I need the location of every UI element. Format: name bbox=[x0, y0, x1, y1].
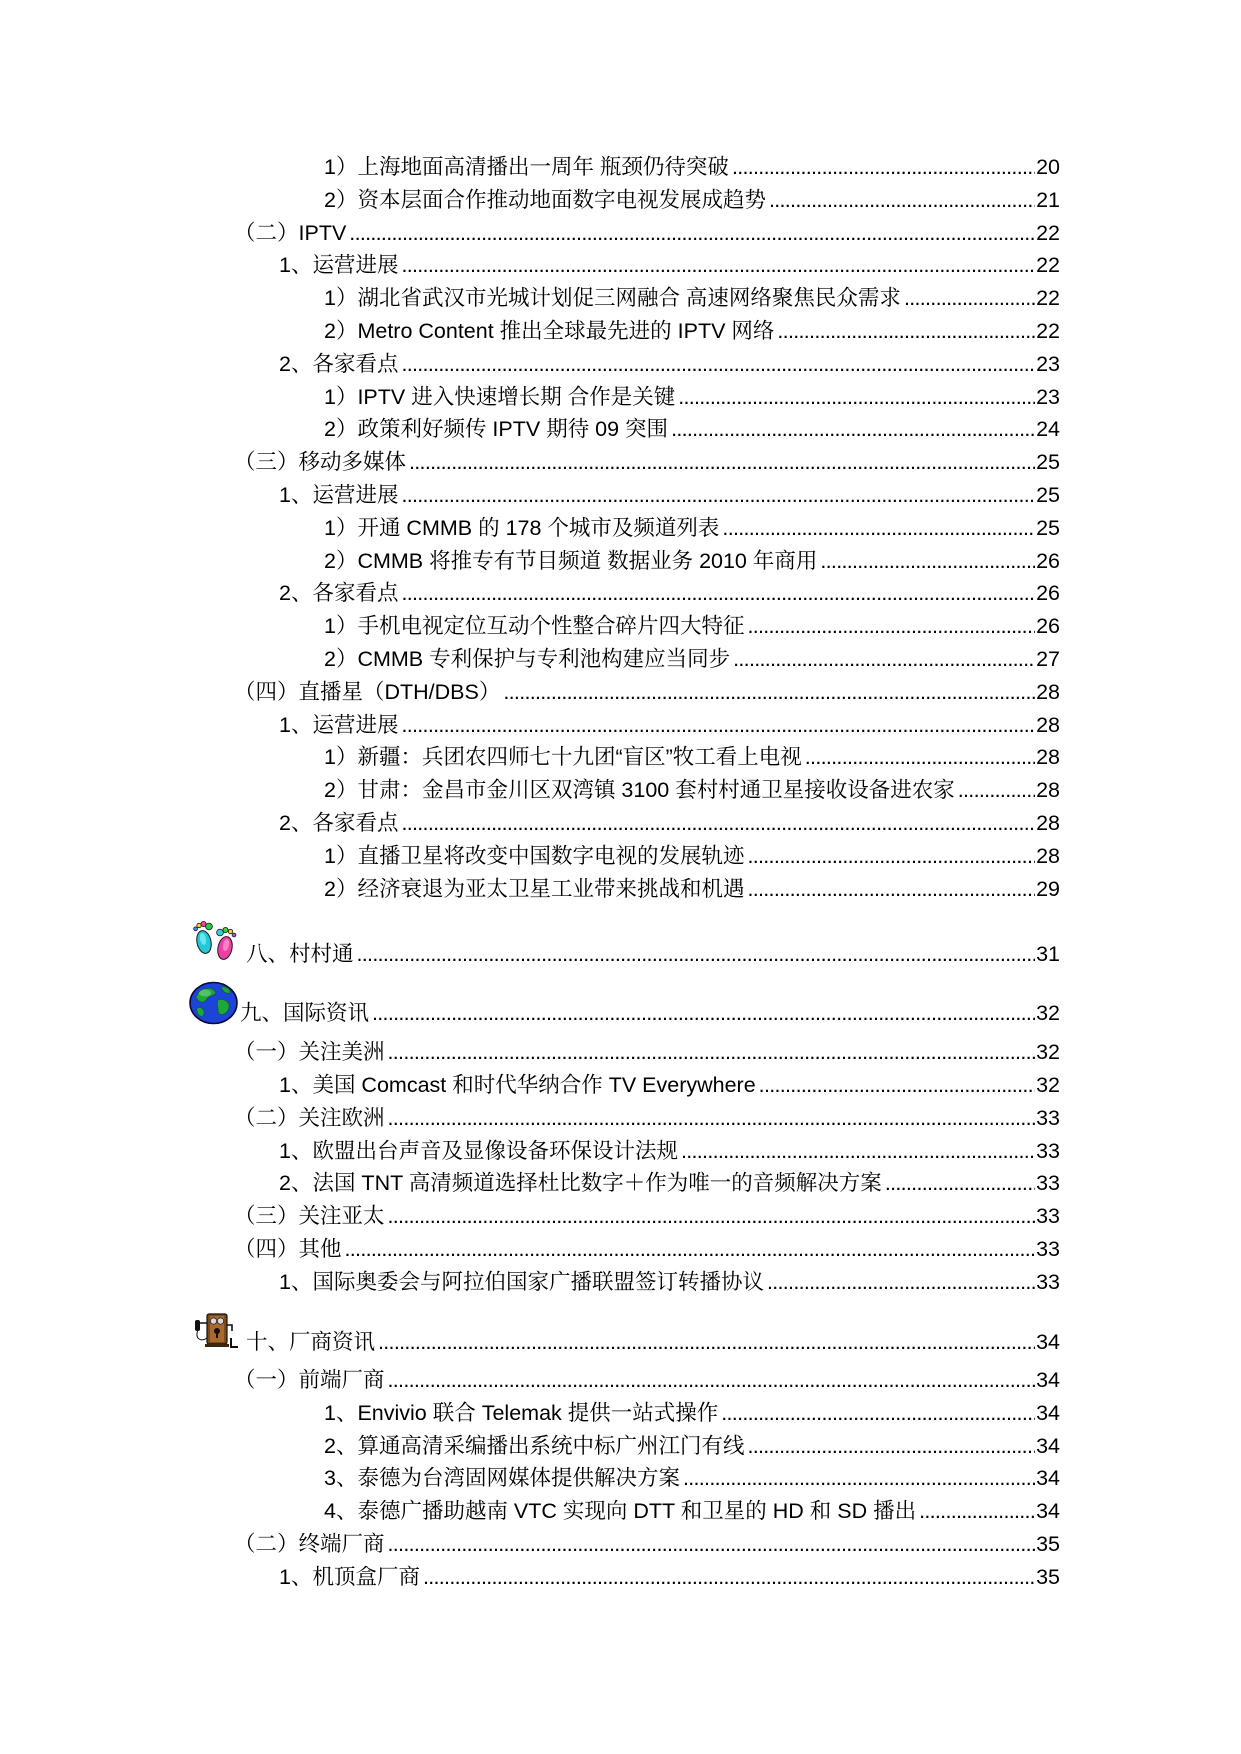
toc-entry-title: （四）直播星（DTH/DBS） bbox=[234, 679, 501, 704]
toc-entry-page: 33 bbox=[1036, 1269, 1060, 1294]
toc-section[interactable] bbox=[0, 676, 1060, 709]
dot-leader bbox=[357, 938, 1036, 971]
toc-section[interactable] bbox=[0, 1233, 1060, 1266]
toc-entry-title: 1、运营进展 bbox=[279, 482, 399, 507]
toc-entry-title: 1、美国 Comcast 和时代华纳合作 TV Everywhere bbox=[279, 1073, 756, 1097]
toc-entry-page: 35 bbox=[1036, 1564, 1060, 1589]
toc-entry-page: 33 bbox=[1036, 1204, 1060, 1229]
toc-entry-title: （三）移动多媒体 bbox=[234, 450, 407, 475]
toc-chapter[interactable] bbox=[0, 1326, 1060, 1359]
dot-leader bbox=[678, 381, 1035, 414]
toc-item[interactable] bbox=[0, 741, 1060, 774]
toc-item[interactable] bbox=[0, 1462, 1060, 1495]
toc-section[interactable] bbox=[0, 1102, 1060, 1135]
toc-section[interactable] bbox=[0, 1036, 1060, 1069]
toc-entry-page: 20 bbox=[1036, 155, 1060, 179]
toc-subsection[interactable] bbox=[0, 249, 1060, 282]
toc-entry-title: 1、Envivio 联合 Telemak 提供一站式操作 bbox=[324, 1400, 719, 1425]
dot-leader bbox=[721, 1397, 1035, 1430]
dot-leader bbox=[349, 217, 1035, 250]
toc-chapter[interactable] bbox=[0, 938, 1060, 971]
toc-entry-page: 28 bbox=[1036, 810, 1060, 835]
toc-entry-page: 25 bbox=[1036, 482, 1060, 507]
dot-leader bbox=[388, 1528, 1036, 1561]
dot-leader bbox=[401, 249, 1035, 282]
toc-subsection[interactable] bbox=[0, 1167, 1060, 1200]
dot-leader bbox=[747, 840, 1035, 873]
toc-item[interactable] bbox=[0, 840, 1060, 873]
toc-entry-title: （一）关注美洲 bbox=[234, 1040, 385, 1065]
globe-icon bbox=[188, 981, 239, 1025]
toc-entry-page: 32 bbox=[1036, 1073, 1060, 1097]
dot-leader bbox=[345, 1233, 1036, 1266]
toc-entry-title: 1、运营进展 bbox=[279, 712, 399, 737]
toc-entry-page: 22 bbox=[1036, 220, 1060, 245]
toc-entry-page: 34 bbox=[1036, 1466, 1060, 1491]
toc-entry-title: 九、国际资讯 bbox=[240, 1000, 370, 1025]
dot-leader bbox=[409, 446, 1035, 479]
toc-entry-title: 3、泰德为台湾固网媒体提供解决方案 bbox=[324, 1466, 680, 1491]
telephone-icon bbox=[190, 1311, 240, 1352]
toc-entry-title: 2、算通高清采编播出系统中标广州江门有线 bbox=[324, 1433, 745, 1458]
toc-item[interactable] bbox=[0, 381, 1060, 414]
toc-subsection[interactable] bbox=[0, 1069, 1060, 1102]
toc-entry-title: 1）湖北省武汉市光城计划促三网融合 高速网络聚焦民众需求 bbox=[324, 286, 901, 311]
toc-entry-page: 26 bbox=[1036, 614, 1060, 639]
toc-item[interactable] bbox=[0, 413, 1060, 446]
toc-entry-title: （二）关注欧洲 bbox=[234, 1105, 385, 1130]
toc-section[interactable] bbox=[0, 1528, 1060, 1561]
toc-entry-title: 1）上海地面高清播出一周年 瓶颈仍待突破 bbox=[324, 155, 729, 179]
toc-entry-page: 33 bbox=[1036, 1138, 1060, 1163]
toc-item[interactable] bbox=[0, 282, 1060, 315]
dot-leader bbox=[683, 1462, 1035, 1495]
toc-entry-page: 34 bbox=[1036, 1329, 1060, 1354]
dot-leader bbox=[805, 741, 1035, 774]
toc-entry-page: 24 bbox=[1036, 417, 1060, 442]
dot-leader bbox=[372, 997, 1035, 1030]
toc-entry-title: 1、运营进展 bbox=[279, 253, 399, 278]
toc-entry-title: 2）资本层面合作推动地面数字电视发展成趋势 bbox=[324, 187, 766, 212]
dot-leader bbox=[747, 610, 1035, 643]
toc-entry-title: 2、各家看点 bbox=[279, 810, 399, 835]
toc-entry-page: 34 bbox=[1036, 1400, 1060, 1425]
toc-entry-title: 2）Metro Content 推出全球最先进的 IPTV 网络 bbox=[324, 318, 775, 343]
dot-leader bbox=[904, 282, 1035, 315]
toc-subsection[interactable] bbox=[0, 348, 1060, 381]
toc-item[interactable] bbox=[0, 184, 1060, 217]
dot-leader bbox=[885, 1167, 1035, 1200]
toc-entry-title: 2）CMMB 将推专有节目频道 数据业务 2010 年商用 bbox=[324, 548, 818, 573]
footprints-icon bbox=[190, 915, 240, 962]
toc-entry-page: 22 bbox=[1036, 318, 1060, 343]
dot-leader bbox=[733, 643, 1035, 676]
toc-item[interactable] bbox=[0, 1430, 1060, 1463]
toc-entry-title: 1）直播卫星将改变中国数字电视的发展轨迹 bbox=[324, 843, 745, 868]
toc-entry-title: 2）CMMB 专利保护与专利池构建应当同步 bbox=[324, 646, 731, 671]
dot-leader bbox=[401, 479, 1035, 512]
toc-subsection[interactable] bbox=[0, 807, 1060, 840]
toc-entry-title: 1、机顶盒厂商 bbox=[279, 1564, 420, 1589]
dot-leader bbox=[401, 709, 1035, 742]
dot-leader bbox=[388, 1102, 1036, 1135]
dot-leader bbox=[388, 1364, 1036, 1397]
dot-leader bbox=[747, 873, 1035, 906]
dot-leader bbox=[747, 1430, 1035, 1463]
toc-entry-page: 23 bbox=[1036, 384, 1060, 409]
dot-leader bbox=[388, 1200, 1036, 1233]
toc-entry-title: 2）甘肃：金昌市金川区双湾镇 3100 套村村通卫星接收设备进农家 bbox=[324, 778, 955, 803]
toc-item[interactable] bbox=[0, 1397, 1060, 1430]
toc-entry-title: 2）政策利好频传 IPTV 期待 09 突围 bbox=[324, 417, 669, 442]
toc-entry-title: 2、各家看点 bbox=[279, 351, 399, 376]
dot-leader bbox=[958, 774, 1035, 807]
dot-leader bbox=[401, 577, 1035, 610]
toc-entry-title: 1）手机电视定位互动个性整合碎片四大特征 bbox=[324, 614, 745, 639]
toc-entry-title: 1）IPTV 进入快速增长期 合作是关键 bbox=[324, 384, 676, 409]
dot-leader bbox=[722, 512, 1035, 545]
toc-entry-title: 1、国际奥委会与阿拉伯国家广播联盟签订转播协议 bbox=[279, 1269, 764, 1294]
dot-leader bbox=[401, 807, 1035, 840]
toc-item[interactable] bbox=[0, 610, 1060, 643]
toc-entry-page: 32 bbox=[1036, 1040, 1060, 1065]
toc-entry-page: 33 bbox=[1036, 1105, 1060, 1130]
toc-chapter[interactable] bbox=[0, 997, 1060, 1030]
table-of-contents bbox=[0, 151, 1060, 1594]
toc-entry-page: 28 bbox=[1036, 679, 1060, 704]
toc-item[interactable] bbox=[0, 643, 1060, 676]
toc-subsection[interactable] bbox=[0, 1561, 1060, 1594]
toc-entry-page: 26 bbox=[1036, 581, 1060, 606]
toc-entry-page: 23 bbox=[1036, 351, 1060, 376]
toc-subsection[interactable] bbox=[0, 577, 1060, 610]
toc-subsection[interactable] bbox=[0, 709, 1060, 742]
dot-leader bbox=[401, 348, 1035, 381]
toc-entry-page: 25 bbox=[1036, 450, 1060, 475]
toc-entry-page: 31 bbox=[1036, 941, 1060, 966]
toc-entry-title: （二）终端厂商 bbox=[234, 1531, 385, 1556]
toc-entry-page: 28 bbox=[1036, 778, 1060, 803]
dot-leader bbox=[820, 545, 1035, 578]
toc-entry-title: 2、各家看点 bbox=[279, 581, 399, 606]
dot-leader bbox=[769, 184, 1035, 217]
toc-entry-page: 33 bbox=[1036, 1171, 1060, 1196]
dot-leader bbox=[378, 1326, 1035, 1359]
toc-section[interactable] bbox=[0, 446, 1060, 479]
toc-entry-page: 29 bbox=[1036, 876, 1060, 901]
toc-entry-page: 22 bbox=[1036, 286, 1060, 311]
toc-item[interactable] bbox=[0, 774, 1060, 807]
toc-entry-title: （二）IPTV bbox=[234, 220, 347, 245]
toc-item[interactable] bbox=[0, 151, 1060, 184]
toc-entry-title: （三）关注亚太 bbox=[234, 1204, 385, 1229]
toc-entry-title: 十、厂商资讯 bbox=[246, 1329, 376, 1354]
toc-entry-title: （一）前端厂商 bbox=[234, 1367, 385, 1392]
toc-entry-title: 八、村村通 bbox=[246, 941, 354, 966]
toc-entry-title: 4、泰德广播助越南 VTC 实现向 DTT 和卫星的 HD 和 SD 播出 bbox=[324, 1499, 917, 1524]
dot-leader bbox=[777, 315, 1035, 348]
toc-entry-page: 34 bbox=[1036, 1499, 1060, 1524]
toc-entry-title: 1、欧盟出台声音及显像设备环保设计法规 bbox=[279, 1138, 678, 1163]
dot-leader bbox=[759, 1069, 1035, 1102]
toc-entry-title: 2、法国 TNT 高清频道选择杜比数字＋作为唯一的音频解决方案 bbox=[279, 1171, 882, 1196]
toc-entry-page: 32 bbox=[1036, 1000, 1060, 1025]
dot-leader bbox=[732, 151, 1035, 184]
toc-entry-page: 34 bbox=[1036, 1433, 1060, 1458]
toc-entry-page: 28 bbox=[1036, 745, 1060, 770]
toc-entry-title: 2）经济衰退为亚太卫星工业带来挑战和机遇 bbox=[324, 876, 745, 901]
toc-item[interactable] bbox=[0, 545, 1060, 578]
toc-item[interactable] bbox=[0, 315, 1060, 348]
toc-entry-page: 26 bbox=[1036, 548, 1060, 573]
toc-subsection[interactable] bbox=[0, 1266, 1060, 1299]
toc-entry-page: 34 bbox=[1036, 1367, 1060, 1392]
dot-leader bbox=[919, 1495, 1035, 1528]
toc-section[interactable] bbox=[0, 217, 1060, 250]
dot-leader bbox=[388, 1036, 1036, 1069]
toc-entry-page: 22 bbox=[1036, 253, 1060, 278]
dot-leader bbox=[671, 413, 1035, 446]
toc-subsection[interactable] bbox=[0, 1135, 1060, 1168]
toc-entry-page: 35 bbox=[1036, 1531, 1060, 1556]
toc-section[interactable] bbox=[0, 1364, 1060, 1397]
dot-leader bbox=[767, 1266, 1035, 1299]
toc-entry-page: 25 bbox=[1036, 515, 1060, 540]
dot-leader bbox=[681, 1135, 1035, 1168]
toc-entry-page: 21 bbox=[1036, 187, 1060, 212]
toc-entry-page: 27 bbox=[1036, 646, 1060, 671]
toc-entry-title: 1）新疆：兵团农四师七十九团“盲区”牧工看上电视 bbox=[324, 745, 802, 770]
toc-entry-title: 1）开通 CMMB 的 178 个城市及频道列表 bbox=[324, 515, 720, 540]
dot-leader bbox=[503, 676, 1035, 709]
toc-item[interactable] bbox=[0, 873, 1060, 906]
toc-item[interactable] bbox=[0, 512, 1060, 545]
toc-entry-page: 28 bbox=[1036, 843, 1060, 868]
toc-subsection[interactable] bbox=[0, 479, 1060, 512]
toc-entry-page: 33 bbox=[1036, 1236, 1060, 1261]
toc-entry-title: （四）其他 bbox=[234, 1236, 342, 1261]
toc-item[interactable] bbox=[0, 1495, 1060, 1528]
toc-entry-page: 28 bbox=[1036, 712, 1060, 737]
dot-leader bbox=[423, 1561, 1035, 1594]
toc-section[interactable] bbox=[0, 1200, 1060, 1233]
